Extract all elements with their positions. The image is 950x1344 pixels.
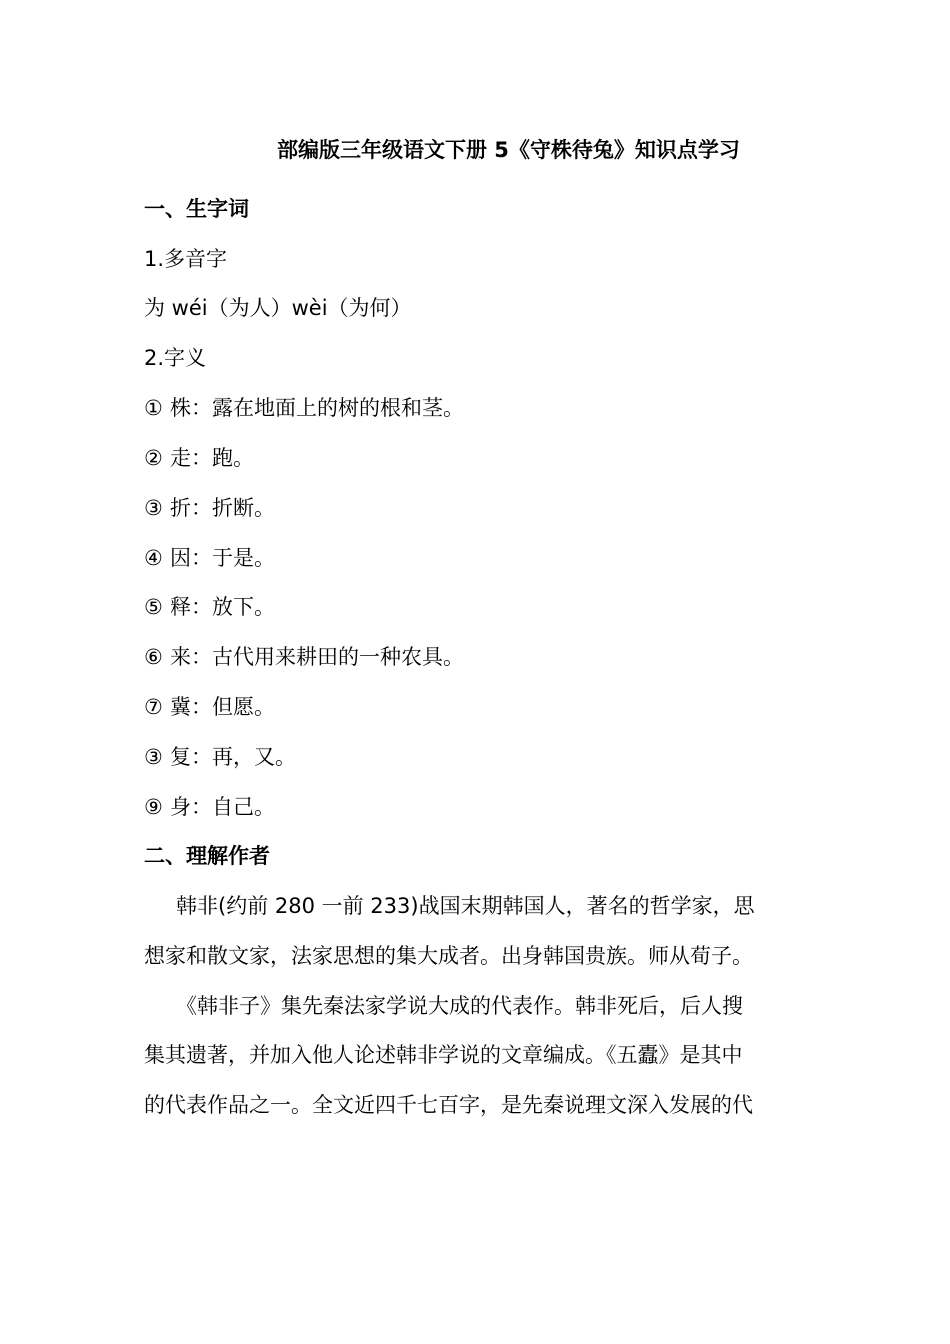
document-title: 部编版三年级语文下册 5《守株待兔》知识点学习 (277, 138, 740, 162)
meaning-item (144, 791, 275, 823)
paragraph-line: 的代表作品之一。全文近四千七百字，是先秦说理文深入发展的代 (144, 1093, 753, 1117)
item-number: ③ (144, 745, 163, 769)
section-heading-author: 二、理解作者 (144, 844, 270, 868)
item-text: 来：古代用来耕田的一种农具。 (170, 645, 464, 669)
subheading-polyphone: 1.多音字 (144, 247, 228, 271)
item-number: ④ (144, 546, 163, 570)
meaning-item (144, 442, 254, 474)
polyphone-entry: 为 wéi（为人）wèi（为何） (144, 296, 412, 320)
item-text: 株：露在地面上的树的根和茎。 (170, 396, 464, 420)
item-text: 释：放下。 (170, 595, 275, 619)
item-text: 折：折断。 (170, 496, 275, 520)
item-number: ① (144, 396, 163, 420)
meaning-item (144, 591, 275, 623)
meaning-item (144, 741, 296, 773)
subheading-meaning: 2.字义 (144, 346, 207, 370)
paragraph-line: 韩非(约前 280 一前 233)战国末期韩国人，著名的哲学家，思 (176, 894, 755, 918)
meaning-item (144, 392, 464, 424)
item-number: ③ (144, 496, 163, 520)
item-number: ② (144, 446, 163, 470)
meaning-item (144, 542, 275, 574)
item-number: ⑥ (144, 645, 163, 669)
paragraph-line: 《韩非子》集先秦法家学说大成的代表作。韩非死后，后人搜 (176, 994, 743, 1018)
paragraph-line: 集其遗著，并加入他人论述韩非学说的文章编成。《五蠹》是其中 (144, 1043, 743, 1067)
paragraph-line: 想家和散文家，法家思想的集大成者。出身韩国贵族。师从荀子。 (144, 944, 753, 968)
meaning-item (144, 492, 275, 524)
item-text: 复：再，又。 (170, 745, 296, 769)
item-number: ⑨ (144, 795, 163, 819)
item-text: 身：自己。 (170, 795, 275, 819)
item-number: ⑤ (144, 595, 163, 619)
meaning-item (144, 641, 464, 673)
item-number: ⑦ (144, 695, 163, 719)
section-heading-vocabulary: 一、生字词 (144, 197, 249, 221)
item-text: 因：于是。 (170, 546, 275, 570)
meaning-item (144, 691, 275, 723)
item-text: 冀：但愿。 (170, 695, 275, 719)
item-text: 走：跑。 (170, 446, 254, 470)
